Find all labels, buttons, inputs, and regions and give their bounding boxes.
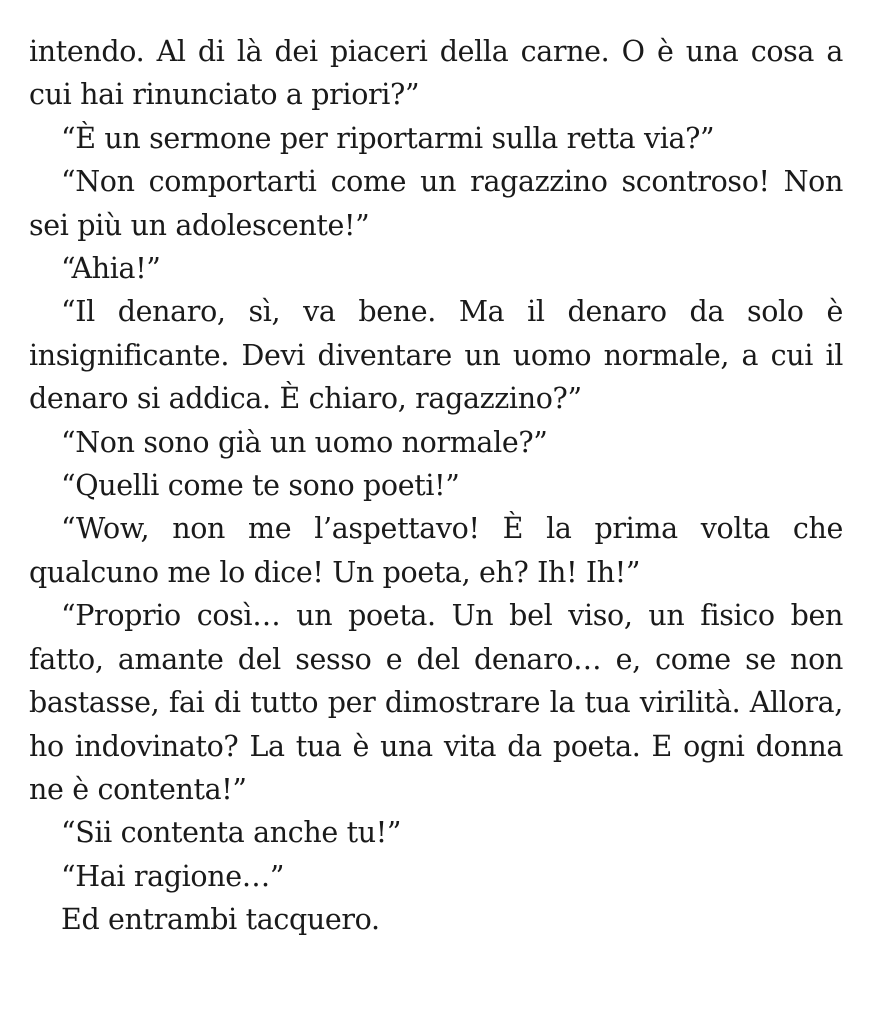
paragraph-dialogue: “Non sono già un uomo normale?”	[61, 425, 548, 459]
paragraph-narration: Ed entrambi tacquero.	[61, 903, 380, 937]
paragraph-dialogue: “Sii contenta anche tu!”	[61, 816, 402, 850]
paragraph-dialogue: “Quelli come te sono poeti!”	[61, 469, 460, 503]
paragraph-dialogue: “Ahia!”	[61, 252, 161, 286]
paragraph-dialogue: “Hai ragione…”	[61, 859, 285, 893]
paragraph-dialogue: “Il denaro, sì, va bene. Ma il denaro da solo è insignificante. Devi diventare un uomo normale, a cui il denaro si addica. È chiaro, ragazzino?”	[29, 295, 843, 416]
paragraph-dialogue: “Proprio così… un poeta. Un bel viso, un fisico ben fatto, amante del sesso e del denaro… e, come se non bastasse, fai di tutto per dimostrare la tua virilità. Allora, ho indovinato? La tua è una vita da poeta. E ogni donna ne è contenta!”	[29, 599, 843, 806]
paragraph-dialogue: “È un sermone per riportarmi sulla retta via?”	[61, 121, 715, 155]
paragraph-dialogue: “Non comportarti come un ragazzino scontroso! Non sei più un adolescente!”	[29, 165, 843, 242]
paragraph-continued: intendo. Al di là dei piaceri della carne. O è una cosa a cui hai rinunciato a priori?”	[29, 35, 843, 112]
paragraph-dialogue: “Wow, non me l’aspettavo! È la prima volta che qualcuno me lo dice! Un poeta, eh? Ih! Ih!”	[29, 512, 843, 589]
